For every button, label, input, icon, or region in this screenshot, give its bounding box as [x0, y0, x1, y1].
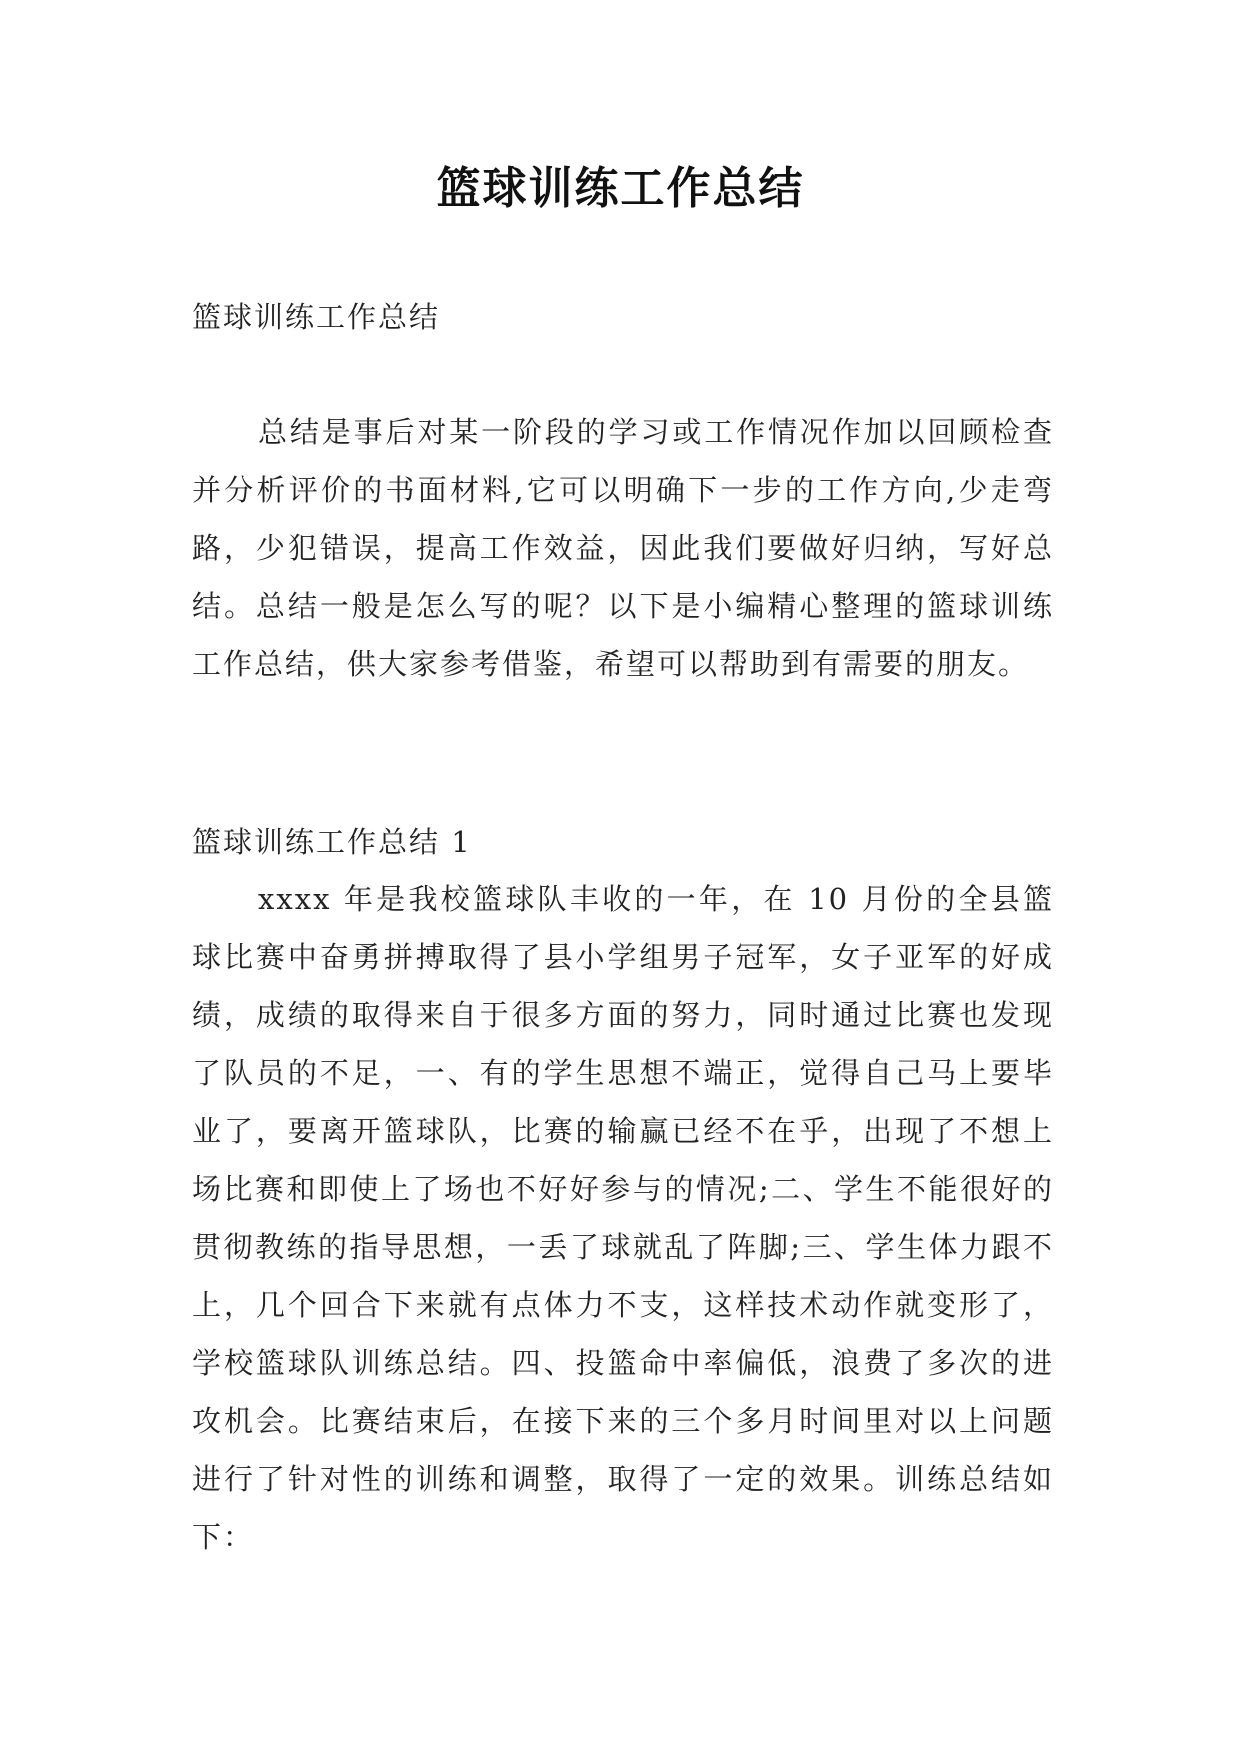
- document-subtitle: 篮球训练工作总结: [192, 300, 441, 334]
- section-heading: 篮球训练工作总结 1: [192, 825, 472, 859]
- intro-paragraph: 总结是事后对某一阶段的学习或工作情况作加以回顾检查并分析评价的书面材料,它可以明确下一步的工作方向,少走弯路，少犯错误，提高工作效益，因此我们要做好归纳，写好总结。总结一般是怎么写的呢？以下是小编精心整理的篮球训练工作总结，供大家参考借鉴，希望可以帮助到有需要的朋友。: [192, 415, 1054, 681]
- section-paragraph: xxxx 年是我校篮球队丰收的一年，在 10 月份的全县篮球比赛中奋勇拼搏取得了县小学组男子冠军，女子亚军的好成绩，成绩的取得来自于很多方面的努力，同时通过比赛也发现了队员的不足，一、有的学生思想不端正，觉得自己马上要毕业了，要离开篮球队，比赛的输赢已经不在乎，出现了不想上场比赛和即使上了场也不好好参与的情况;二、学生不能很好的贯彻教练的指导思想，一丢了球就乱了阵脚;三、学生体力跟不上，几个回合下来就有点体力不支，这样技术动作就变形了，学校篮球队训练总结。四、投篮命中率偏低，浪费了多次的进攻机会。比赛结束后，在接下来的三个多月时间里对以上问题进行了针对性的训练和调整，取得了一定的效果。训练总结如下：: [192, 882, 1054, 1554]
- document-title: 篮球训练工作总结: [436, 163, 805, 214]
